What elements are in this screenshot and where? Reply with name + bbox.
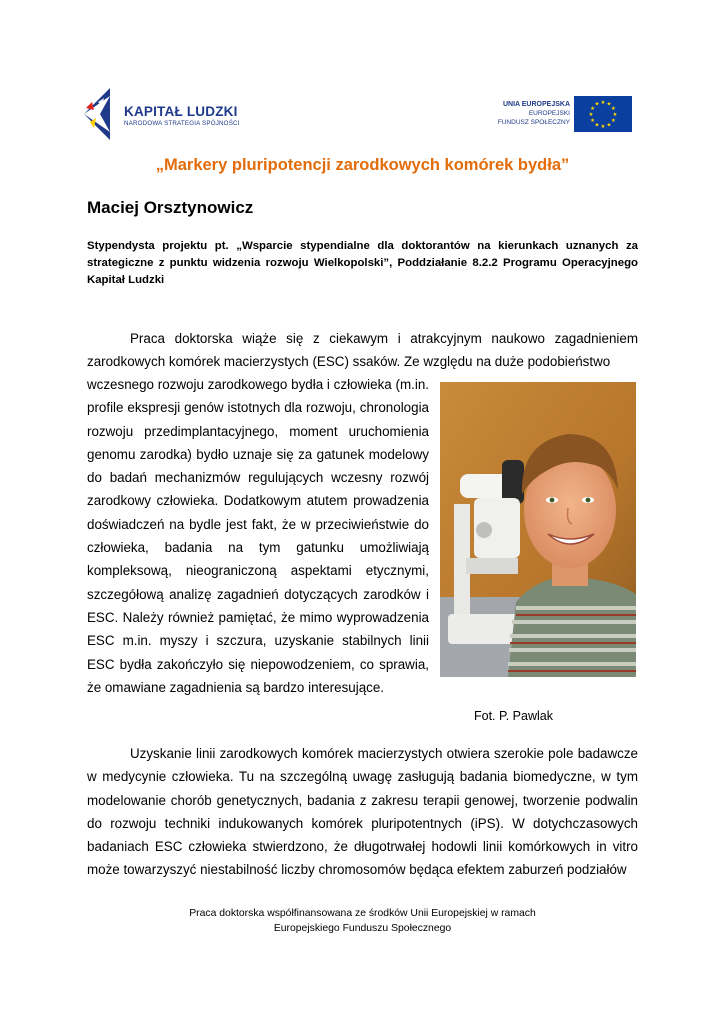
- eu-line-european: EUROPEJSKI: [528, 110, 570, 117]
- kapital-ludzki-subtitle: NARODOWA STRATEGIA SPÓJNOŚCI: [124, 120, 240, 127]
- kapital-ludzki-logo: [80, 88, 250, 140]
- svg-text:★: ★: [594, 101, 600, 108]
- photo-caption: Fot. P. Pawlak: [474, 709, 553, 723]
- svg-text:★: ★: [590, 118, 596, 124]
- svg-text:★: ★: [606, 101, 612, 108]
- footer-line-1: Praca doktorska współfinansowana ze środków Unii Europejskiej w ramach: [189, 908, 536, 919]
- kapital-ludzki-title: KAPITAŁ LUDZKI: [124, 104, 238, 119]
- svg-text:★: ★: [610, 106, 616, 112]
- paragraph-2: Uzyskanie linii zarodkowych komórek macierzystych otwiera szerokie pole badawcze w medycynie człowieka. Tu na szczególną uwagę zasługują badania biomedyczne, w tym modelowanie chorób genetycznych, badania z zakresu terapii genowej, tworzenie podwalin do rozwoju techniki indukowanych komórek pluripotentnych (iPS). W dotychczasowych badaniach ESC człowieka stwierdzono, że długotrwałej hodowli linii komórkowych in vitro może towarzyszyć niestabilność liczby chromosomów będąca efektem zaburzeń podziałów: [87, 746, 638, 878]
- eu-line-union: UNIA EUROPEJSKA: [502, 101, 570, 108]
- paragraph-1-body: wczesnego rozwoju zarodkowego bydła i człowieka (m.in. profile ekspresji genów istotnych dla rozwoju, chronologia rozwoju przedimplantacyjnego, moment uruchomienia genomu zarodka) bydło uznaje się za gatunek modelowy do badań mechanizmów regulujących wczesny rozwój zarodkowy człowieka. Dodatkowym atutem prowadzenia doświadczeń na bydle jest fakt, że w przeciwieństwie do człowieka, badania na tym gatunku umożliwiają kompleksową, nieograniczoną aspektami etycznymi, szczegółową analizę zagadnień dotyczących zarodków i ESC. Należy również pamiętać, że mimo wyprowadzenia ESC m.in. myszy i szczura, uzyskanie stabilnych linii ESC bydła zakończyło się niepowodzeniem, co sprawia, że omawiane zagadnienia są bardzo interesujące.: [87, 377, 429, 695]
- svg-text:★: ★: [610, 118, 616, 124]
- footer-line-2: Europejskiego Funduszu Społecznego: [273, 923, 452, 934]
- author-name: Maciej Orsztynowicz: [87, 198, 254, 217]
- svg-text:★: ★: [594, 122, 600, 129]
- scholarship-info: Stypendysta projektu pt. „Wsparcie stypendialne dla doktorantów na kierunkach uznanych za strategiczne z punktu widzenia rozwoju Wielkopolski”, Poddziałanie 8.2.2 Programu Operacyjnego Kapitał Ludzki: [87, 240, 638, 286]
- svg-text:★: ★: [600, 100, 606, 106]
- eu-flag-icon: [574, 96, 632, 132]
- svg-text:★: ★: [600, 124, 606, 130]
- eu-logo-text: [498, 100, 570, 127]
- eu-logo: [486, 96, 632, 134]
- paragraph-1-intro: Praca doktorska wiąże się z ciekawym i atrakcyjnym naukowo zagadnieniem zarodkowych komórek macierzystych (ESC) ssaków. Ze względu na duże podobieństwo: [87, 331, 638, 370]
- page-footer: [0, 906, 725, 936]
- svg-text:★: ★: [606, 122, 612, 129]
- author-photo: [440, 382, 636, 677]
- article-title: „Markery pluripotencji zarodkowych komórek bydła”: [155, 156, 570, 174]
- kapital-ludzki-mark-icon: [80, 88, 114, 140]
- author-photo-illustration: [440, 382, 636, 677]
- svg-text:★: ★: [590, 106, 596, 112]
- svg-text:★: ★: [612, 112, 618, 118]
- eu-line-social-fund: FUNDUSZ SPOŁECZNY: [497, 119, 570, 126]
- svg-text:★: ★: [588, 112, 594, 118]
